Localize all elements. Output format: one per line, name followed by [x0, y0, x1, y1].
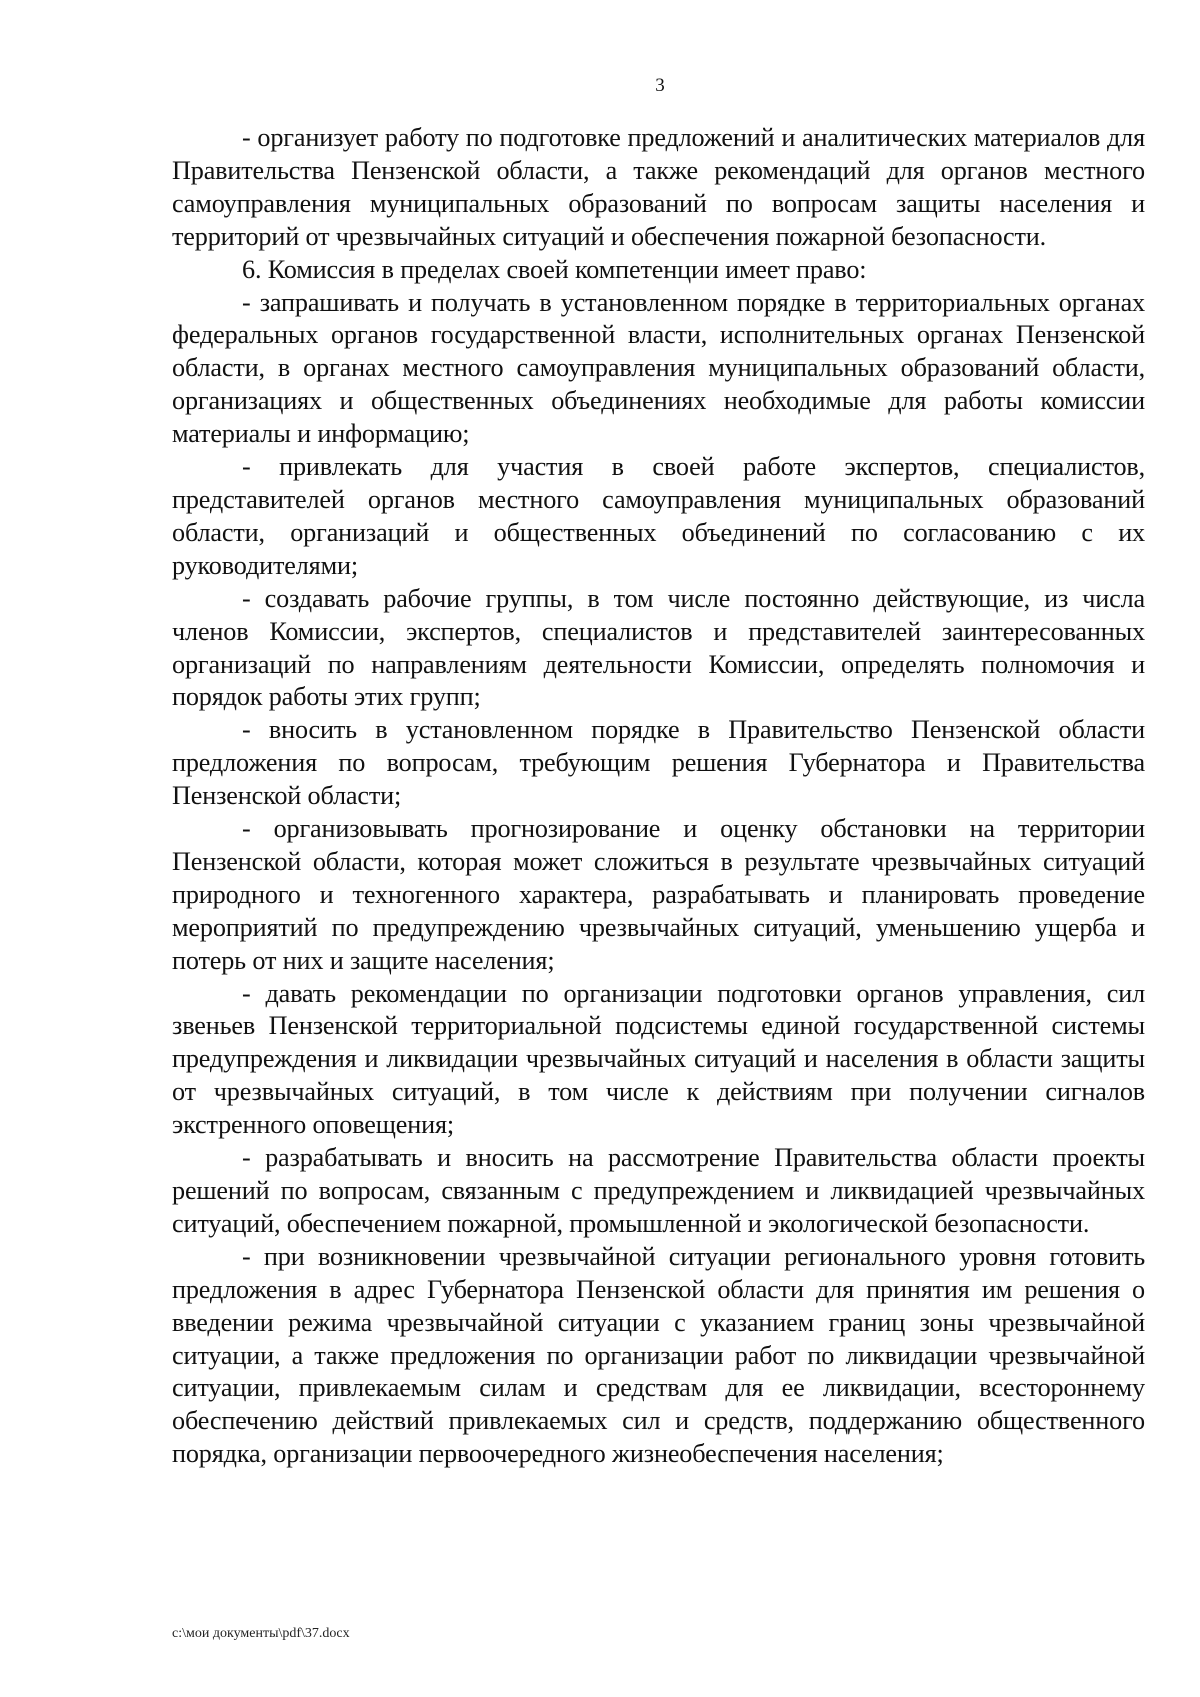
paragraph-training-recommendations: - давать рекомендации по организации подготовки органов управления, сил звеньев Пензенской территориальной подсистемы единой государственной системы предупреждения и ликвидации чрезвычайных ситуаций и населения в области защиты от чрезвычайных ситуаций, в том числе к действиям при получении сигналов экстренного оповещения;: [172, 978, 1145, 1140]
paragraph-forecasting: - организовывать прогнозирование и оценку обстановки на территории Пензенской области, которая может сложиться в результате чрезвычайных ситуаций природного и техногенного характера, разрабатывать и планировать проведение мероприятий по предупреждению чрезвычайных ситуаций, уменьшению ущерба и потерь от них и защите населения;: [172, 814, 1145, 975]
paragraph-create-working-groups: - создавать рабочие группы, в том числе постоянно действующие, из числа членов Комиссии, экспертов, специалистов и представителей заинтересованных организаций по направлениям деятельности Комиссии, определять полномочия и порядок работы этих групп;: [172, 583, 1145, 712]
page-number: 3: [655, 75, 665, 96]
paragraph-regional-emergency: - при возникновении чрезвычайной ситуации регионального уровня готовить предложения в адрес Губернатора Пензенской области для принятия им решения о введении режима чрезвычайной ситуации с указанием границ зоны чрезвычайной ситуации, а также предложения по организации работ по ликвидации чрезвычайной ситуации, привлекаемым силам и средствам для ее ликвидации, всестороннему обеспечению действий привлекаемых сил и средств, поддержанию общественного порядка, организации первоочередного жизнеобеспечения населения;: [172, 1241, 1145, 1469]
paragraph-request-materials: - запрашивать и получать в установленном порядке в территориальных органах федеральных органов государственной власти, исполнительных органах Пензенской области, в органах местного самоуправления муниципальных образований области, организациях и общественных объединениях необходимые для работы комиссии материалы и информацию;: [172, 287, 1145, 449]
paragraph-section-6-heading: 6. Комиссия в пределах своей компетенции имеет право:: [242, 254, 867, 284]
paragraph-involve-experts: - привлекать для участия в своей работе экспертов, специалистов, представителей органов местного самоуправления муниципальных образований области, организаций и общественных объединений по согласованию с их руководителями;: [172, 452, 1145, 580]
paragraph-submit-proposals: - вносить в установленном порядке в Правительство Пензенской области предложения по вопросам, требующим решения Губернатора и Правительства Пензенской области;: [172, 715, 1145, 811]
document-body: [172, 122, 1145, 1471]
footer-file-path: c:\мои документы\pdf\37.docx: [172, 1626, 350, 1641]
paragraph-draft-decisions: - разрабатывать и вносить на рассмотрение Правительства области проекты решений по вопросам, связанным с предупреждением и ликвидацией чрезвычайных ситуаций, обеспечением пожарной, промышленной и экологической безопасности.: [172, 1143, 1145, 1238]
paragraph-organize-work: - организует работу по подготовке предложений и аналитических материалов для Правительства Пензенской области, а также рекомендаций для органов местного самоуправления муниципальных образований по вопросам защиты населения и территорий от чрезвычайных ситуаций и обеспечения пожарной безопасности.: [172, 123, 1145, 251]
